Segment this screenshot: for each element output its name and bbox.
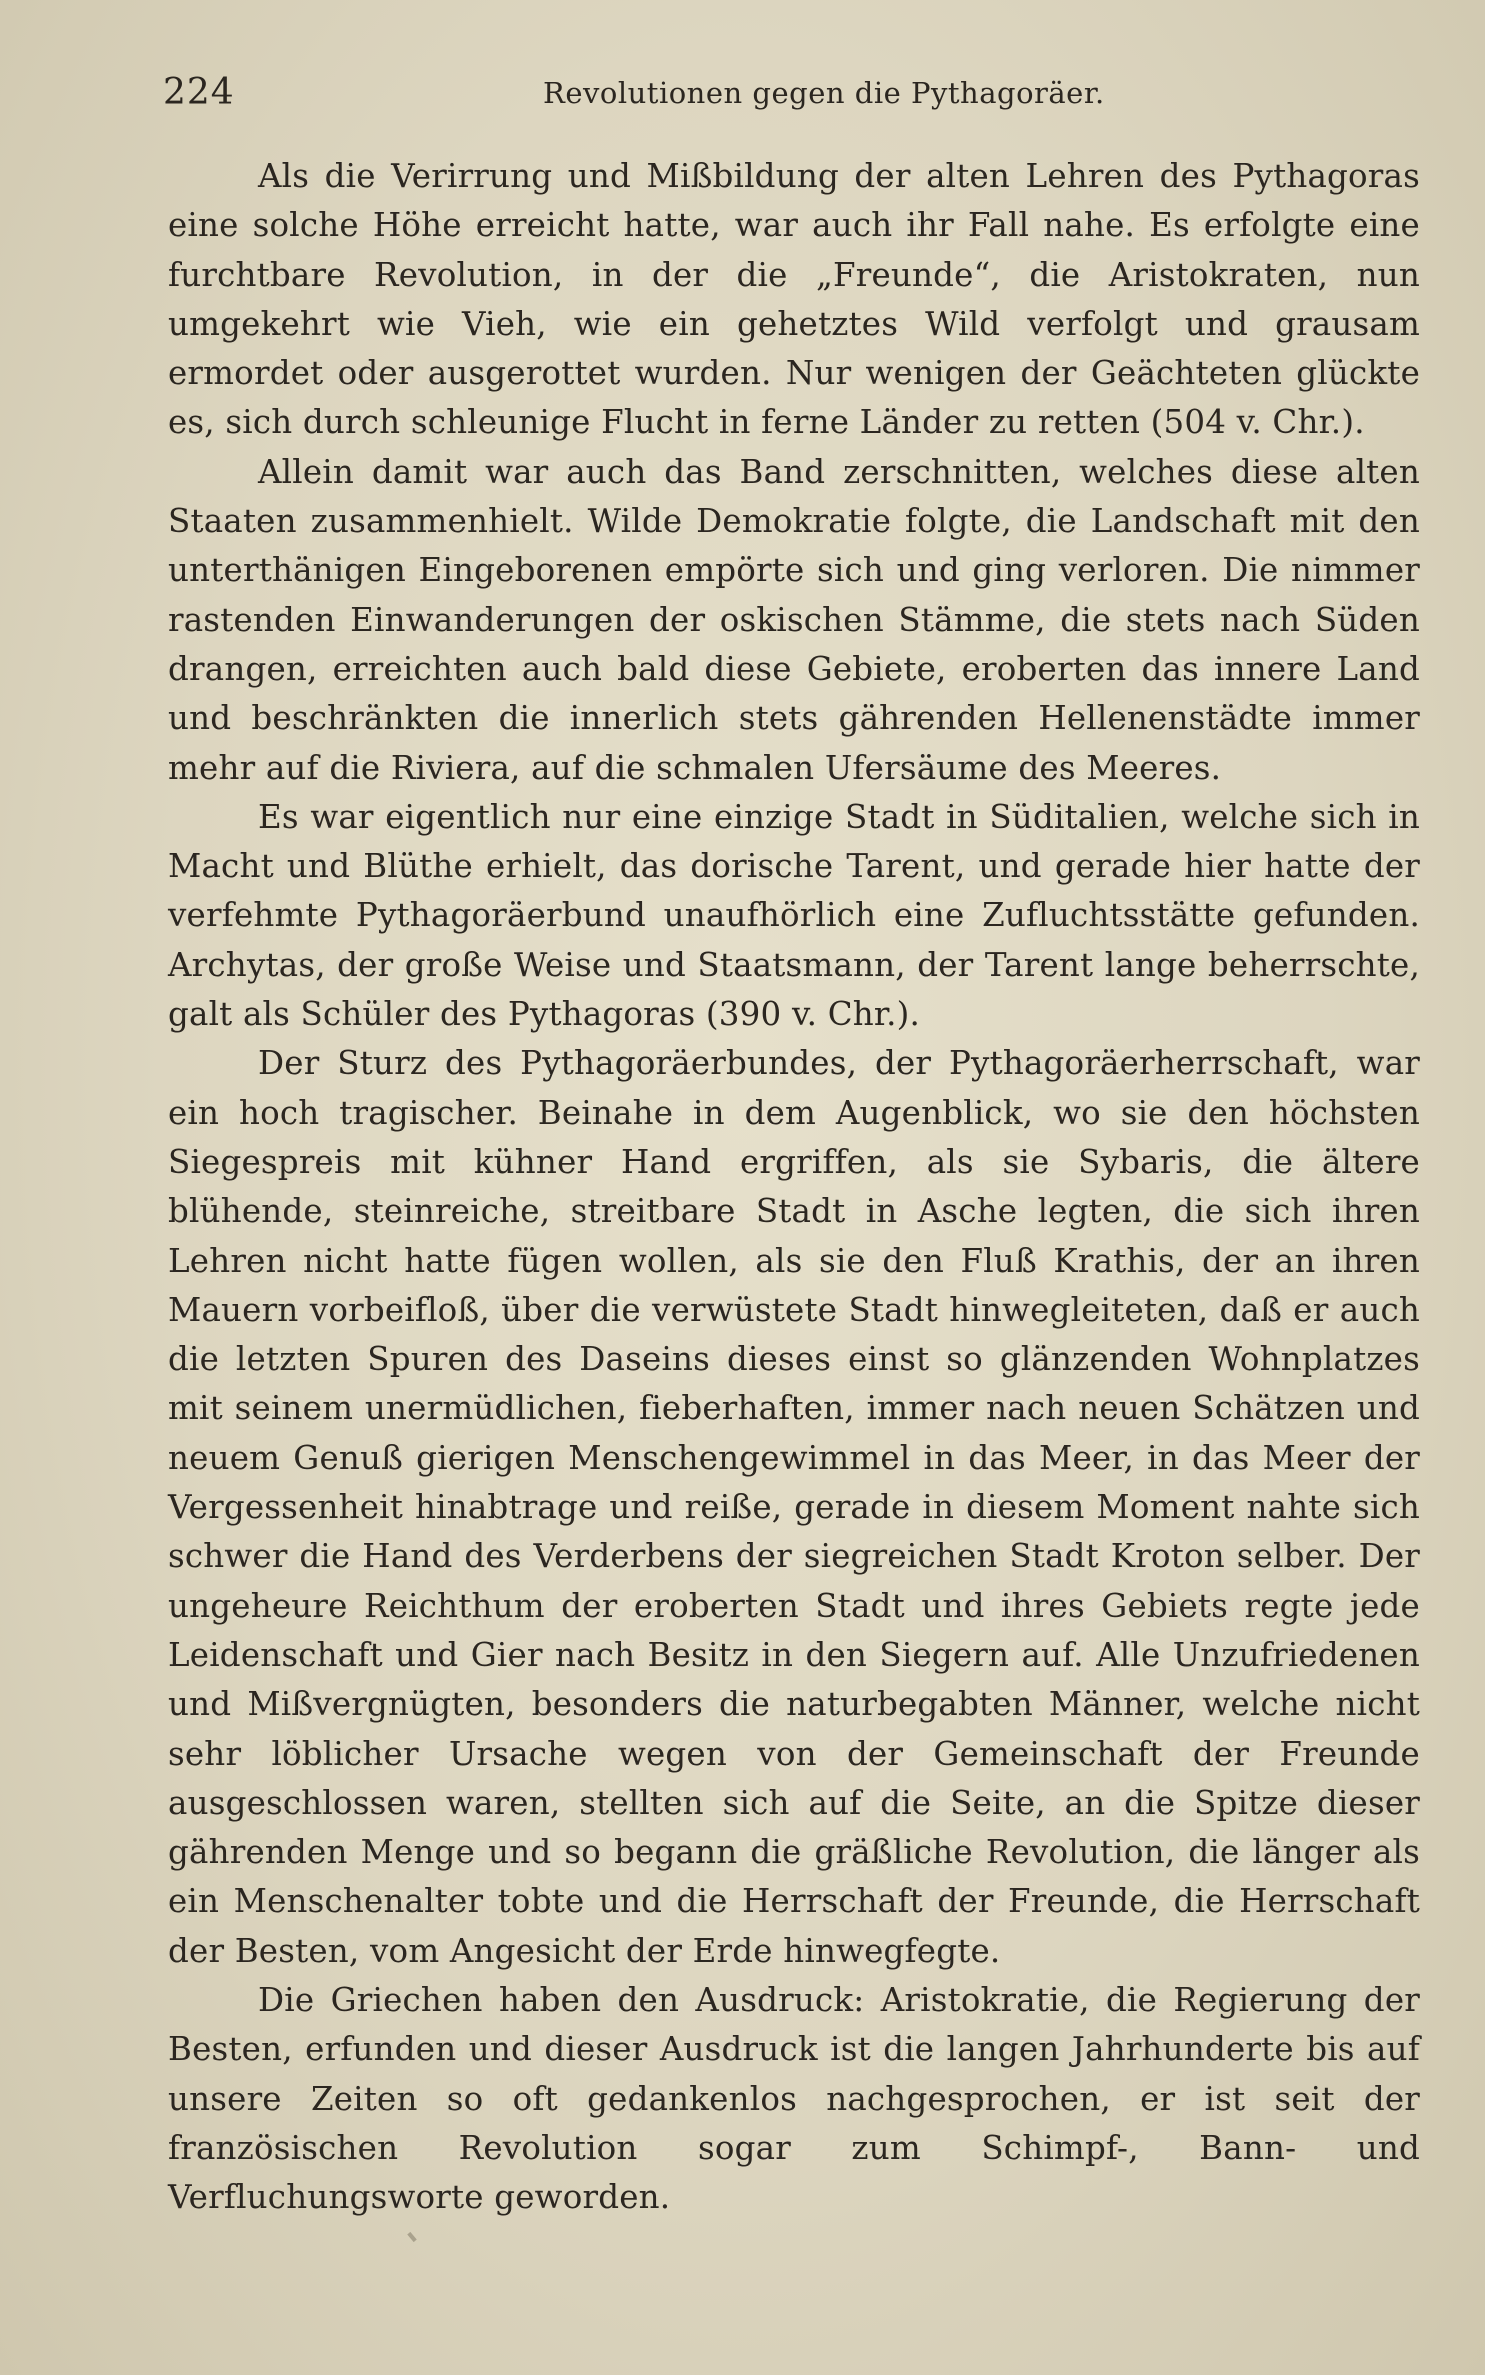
paper-speck: [407, 2232, 416, 2242]
running-head: Revolutionen gegen die Pythagoräer.: [543, 76, 1105, 110]
page-header: [163, 72, 1418, 122]
paragraph: Der Sturz des Pythagoräerbundes, der Pythagoräerherrschaft, war ein hoch tragischer. Beinahe in dem Augenblick, wo sie den höchsten Siegespreis mit kühner Hand ergriffen, als sie Sybaris, die ältere blühende, steinreiche, streitbare Stadt in Asche legten, die sich ihren Lehren nicht hatte fügen wollen, als sie den Fluß Krathis, der an ihren Mauern vorbeifloß, über die verwüstete Stadt hinwegleiteten, daß er auch die letzten Spuren des Daseins dieses einst so glänzenden Wohnplatzes mit seinem unermüdlichen, fieberhaften, immer nach neuen Schätzen und neuem Genuß gierigen Menschengewimmel in das Meer, in das Meer der Vergessenheit hinabtrage und reiße, gerade in diesem Moment nahte sich schwer die Hand des Verderbens der siegreichen Stadt Kroton selber. Der ungeheure Reichthum der eroberten Stadt und ihres Gebiets regte jede Leidenschaft und Gier nach Besitz in den Siegern auf. Alle Unzufriedenen und Mißvergnügten, besonders die naturbegabten Männer, welche nicht sehr löblicher Ursache wegen von der Gemeinschaft der Freunde ausgeschlossen waren, stellten sich auf die Seite, an die Spitze dieser gährenden Menge und so begann die gräßliche Revolution, die länger als ein Menschenalter tobte und die Herrschaft der Freunde, die Herrschaft der Besten, vom Angesicht der Erde hinwegfegte.: [168, 1044, 1420, 1970]
paragraph: Allein damit war auch das Band zerschnitten, welches diese alten Staaten zusammenhielt. Wilde Demokratie folgte, die Landschaft mit den unterthänigen Eingeborenen empörte sich und ging verloren. Die nimmer rastenden Einwanderungen der oskischen Stämme, die stets nach Süden drangen, erreichten auch bald diese Gebiete, eroberten das innere Land und beschränkten die innerlich stets gährenden Hellenenstädte immer mehr auf die Riviera, auf die schmalen Ufersäume des Meeres.: [168, 452, 1420, 787]
paragraph: Es war eigentlich nur eine einzige Stadt in Süditalien, welche sich in Macht und Blüthe erhielt, das dorische Tarent, und gerade hier hatte der verfehmte Pythagoräerbund unaufhörlich eine Zufluchtsstätte gefunden. Archytas, der große Weise und Staatsmann, der Tarent lange beherrschte, galt als Schüler des Pythagoras (390 v. Chr.).: [168, 797, 1420, 1034]
text-body: [168, 152, 1420, 2222]
page-number: 224: [163, 72, 235, 113]
paragraph: Die Griechen haben den Ausdruck: Aristokratie, die Regierung der Besten, erfunden und dieser Ausdruck ist die langen Jahrhunderte bis auf unsere Zeiten so oft gedankenlos nachgesprochen, er ist seit der französischen Revolution sogar zum Schimpf-, Bann- und Verfluchungsworte geworden.: [168, 1980, 1420, 2217]
paragraph: Als die Verirrung und Mißbildung der alten Lehren des Pythagoras eine solche Höhe erreicht hatte, war auch ihr Fall nahe. Es erfolgte eine furchtbare Revolution, in der die „Freunde“, die Aristokraten, nun umgekehrt wie Vieh, wie ein gehetztes Wild verfolgt und grausam ermordet oder ausgerottet wurden. Nur wenigen der Geächteten glückte es, sich durch schleunige Flucht in ferne Länder zu retten (504 v. Chr.).: [168, 157, 1420, 442]
